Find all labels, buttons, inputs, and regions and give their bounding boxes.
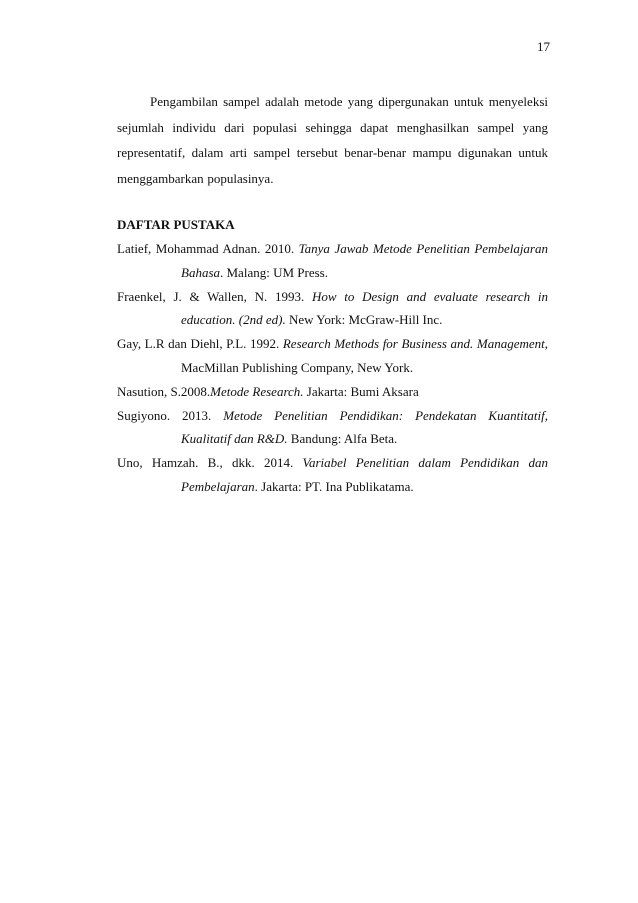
reference-title: Metode Penelitian Pendidikan: Pendekatan Kuantitatif, Kualitatif dan R&D. xyxy=(181,407,548,447)
reference-title: Tanya Jawab Metode Penelitian Pembelajaran Bahasa xyxy=(181,241,548,280)
reference-item xyxy=(117,404,548,452)
reference-publisher: . Malang: UM Press. xyxy=(220,264,328,280)
reference-publisher: Bandung: Alfa Beta. xyxy=(287,431,398,447)
page-number: 17 xyxy=(537,39,550,54)
reference-title: Variabel Penelitian dalam Pendidikan dan Pembelajaran xyxy=(181,455,548,494)
reference-item xyxy=(117,451,548,499)
references-heading: DAFTAR PUSTAKA xyxy=(117,217,235,232)
reference-list xyxy=(117,237,548,499)
reference-author: Uno, Hamzah. B., dkk. 2014. xyxy=(117,455,303,471)
reference-author: Latief, Mohammad Adnan. 2010. xyxy=(117,241,299,256)
document-body xyxy=(117,89,548,499)
reference-title: How to Design and evaluate research in education. (2nd ed). xyxy=(181,288,548,328)
reference-author: Nasution, S.2008. xyxy=(117,383,211,399)
reference-publisher: New York: McGraw-Hill Inc. xyxy=(285,312,443,328)
reference-publisher: , MacMillan Publishing Company, New York. xyxy=(181,336,549,375)
reference-item xyxy=(117,285,548,333)
reference-author: Gay, L.R dan Diehl, P.L. 1992. xyxy=(117,336,283,352)
reference-author: Sugiyono. 2013. xyxy=(117,407,224,423)
reference-publisher: Jakarta: Bumi Aksara xyxy=(303,383,419,399)
reference-title: Metode Research. xyxy=(210,383,304,399)
reference-item xyxy=(117,237,548,285)
reference-title: Research Methods for Business and. Management xyxy=(282,336,545,352)
reference-publisher: . Jakarta: PT. Ina Publikatama. xyxy=(254,478,414,494)
reference-author: Fraenkel, J. & Wallen, N. 1993. xyxy=(117,288,312,304)
body-paragraph: Pengambilan sampel adalah metode yang dipergunakan untuk menyeleksi sejumlah individu dari populasi sehingga dapat menghasilkan sampel yang representatif, dalam arti sampel tersebut benar-benar mampu digunakan untuk menggambarkan populasinya. xyxy=(117,94,548,186)
reference-item xyxy=(117,380,548,404)
reference-item xyxy=(117,332,548,380)
